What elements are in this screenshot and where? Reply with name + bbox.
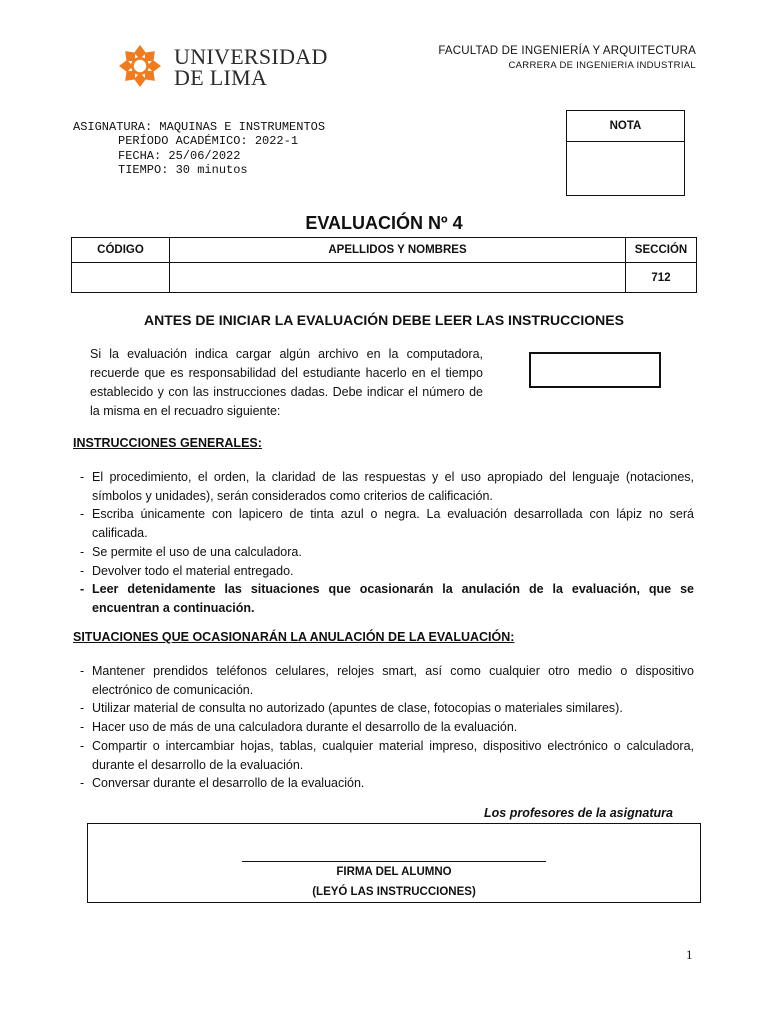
list-item: - El procedimiento, el orden, la claridad de las respuestas y el uso apropiado del lenguaje (notaciones, símbolos y unidades), serán considerados como criterios de calificación. [80, 468, 694, 505]
logo-petal [119, 60, 133, 72]
list-item: - Leer detenidamente las situaciones que ocasionarán la anulación de la evaluación, que se encuentran a continuación. [80, 580, 694, 617]
apellidos-nombres-field[interactable] [170, 263, 626, 293]
logo-petal [147, 60, 161, 72]
list-item: - Hacer uso de más de una calculadora durante el desarrollo de la evaluación. [80, 718, 694, 737]
logo-petal [134, 45, 146, 59]
seccion-field: 712 [626, 263, 697, 293]
general-instructions-title: INSTRUCCIONES GENERALES: [73, 436, 262, 450]
codigo-field[interactable] [72, 263, 170, 293]
course-period: PERÍODO ACADÉMICO: 2022-1 [118, 134, 299, 148]
instructions-title: ANTES DE INICIAR LA EVALUACIÓN DEBE LEER LAS INSTRUCCIONES [144, 312, 624, 328]
header-apellidos-nombres: APELLIDOS Y NOMBRES [170, 238, 626, 263]
university-name-line2: DE LIMA [174, 65, 268, 90]
annulment-list [80, 662, 694, 793]
list-item: - Devolver todo el material entregado. [80, 562, 694, 581]
annulment-title: SITUACIONES QUE OCASIONARÁN LA ANULACIÓN DE LA EVALUACIÓN: [73, 630, 515, 644]
faculty-name: FACULTAD DE INGENIERÍA Y ARQUITECTURA [438, 45, 696, 57]
list-item: - Se permite el uso de una calculadora. [80, 543, 694, 562]
computer-note: Si la evaluación indica cargar algún archivo en la computadora, recuerde que es responsabilidad del estudiante hacerlo en el tiempo establecido y con las instrucciones dadas. Debe indicar el número de la misma en el recuadro siguiente: [90, 347, 483, 418]
university-logo [118, 44, 162, 88]
course-time: TIEMPO: 30 minutos [118, 163, 248, 177]
student-table-header-row [72, 238, 697, 263]
signature-label: FIRMA DEL ALUMNO [336, 866, 452, 878]
career-name: CARRERA DE INGENIERIA INDUSTRIAL [508, 60, 696, 71]
list-item: - Escriba únicamente con lapicero de tinta azul o negra. La evaluación desarrollada con lápiz no será calificada. [80, 505, 694, 542]
header-seccion: SECCIÓN [626, 238, 697, 263]
list-item: - Mantener prendidos teléfonos celulares, relojes smart, así como cualquier otro medio o dispositivo electrónico de comunicación. [80, 662, 694, 699]
university-name-line1: UNIVERSIDAD [174, 44, 328, 69]
general-instructions-list [80, 468, 694, 618]
student-table [71, 237, 697, 293]
list-item: - Utilizar material de consulta no autorizado (apuntes de clase, fotocopias o materiales similares). [80, 699, 694, 718]
list-item: - Conversar durante el desarrollo de la evaluación. [80, 774, 694, 793]
evaluation-title: EVALUACIÓN Nº 4 [305, 213, 463, 233]
list-item: - Compartir o intercambiar hojas, tablas, cualquier material impreso, dispositivo electrónico o calculadora, durante el desarrollo de la evaluación. [80, 737, 694, 774]
computer-number-box[interactable] [529, 352, 661, 388]
page-number: 1 [686, 947, 693, 962]
university-name [174, 46, 328, 88]
logo-petal [134, 73, 146, 87]
student-table-value-row [72, 263, 697, 293]
header-codigo: CÓDIGO [72, 238, 170, 263]
course-date: FECHA: 25/06/2022 [118, 149, 241, 163]
course-subject: ASIGNATURA: MAQUINAS E INSTRUMENTOS [73, 120, 326, 134]
professors-note: Los profesores de la asignatura [484, 806, 673, 820]
signature-sublabel: (LEYÓ LAS INSTRUCCIONES) [312, 886, 476, 898]
grade-box-label: NOTA [567, 111, 684, 142]
signature-line [242, 861, 546, 862]
grade-box[interactable] [566, 110, 685, 196]
